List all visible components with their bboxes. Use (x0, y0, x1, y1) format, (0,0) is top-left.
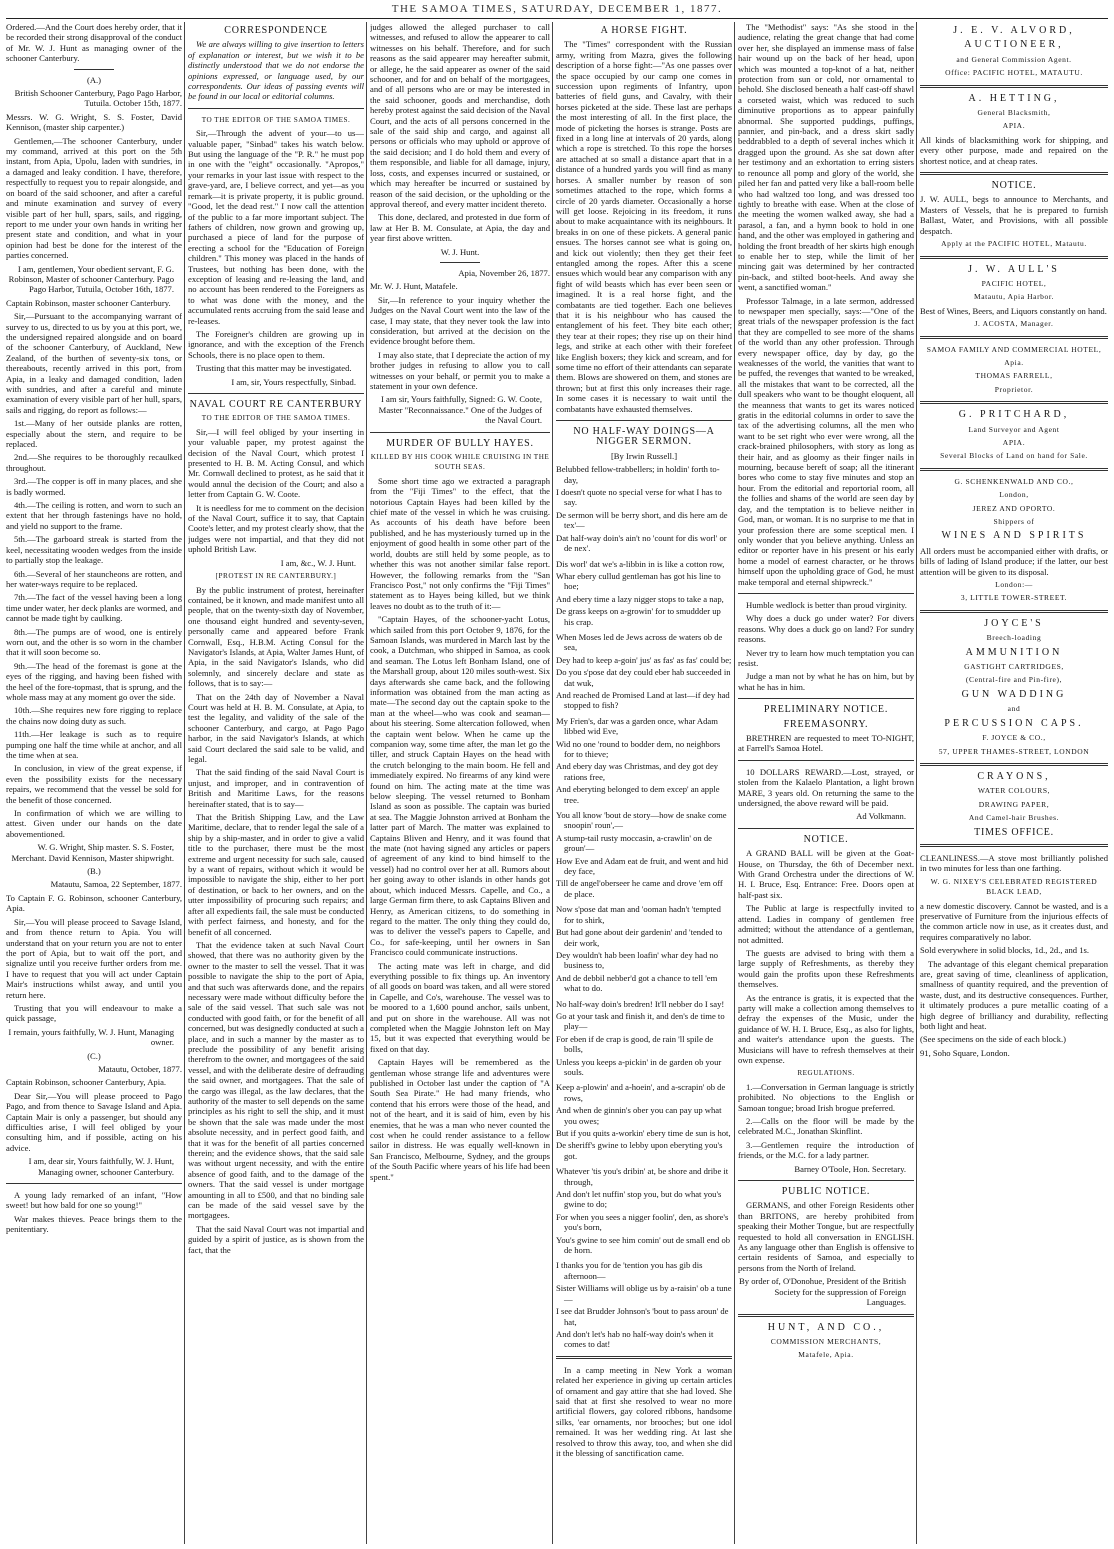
survey-item: 4th.—The ceiling is rotten, and worn to such an extent that her through fastenings have no hold, and yield no support to the frame. (6, 500, 182, 531)
survey-item: 6th.—Several of her stauncheons are rotten, and her water-ways require to be replaced. (6, 568, 182, 589)
poem (556, 464, 732, 1349)
article-paragraph: Captain Hayes will be remembered as the gentleman whose strange life and adventures were published in October last under the caption of "A South Sea Pirate." He had many friends, who contend that his errors were those of the head, and not of the heart, and it is said of him, even by his enemies, that he was a man who never counted the cost when he could render assistance to a fellow sailor in distress. He was equally well-known in San Francisco, Melbourne, Sydney, and the groups of the South Pacific where years of his life had been spent." (370, 1057, 550, 1182)
survey-item: 5th.—The garboard streak is started from the keel, necessitating wooden wedges from the inside to partially stop the leakage. (6, 534, 182, 566)
survey-confirmation: In confirmation of which we are willing to attest. Given under our hands on the date abovementioned. (6, 808, 182, 839)
ball-notice: The guests are advised to bring with them a large supply of Refreshments, as thereby they would gain the profits upon these Refreshments themselves. (738, 947, 914, 990)
poem-line: De grass keeps on a-growin' for to smuddder up his crap. (556, 606, 721, 627)
poem-line: And reached de Promised Land at last—if dey had stopped to fish? (556, 689, 730, 711)
letter-body: I may also state, that I depreciate the action of my brother judges in refusing to allow you to call witnesses on your behalf, or permit you to make a statement in your own defence. (370, 349, 550, 391)
naval-court-order: Ordered.—And the Court does hereby order, that it be recorded their strong disapproval of the conduct of Mr. W. J. Hunt as managing owner of the schooner Canterbury. (6, 22, 182, 64)
poem-line: Now s'pose dat man and 'ooman hadn't 'tempted for to shirk, (556, 904, 721, 925)
public-notice-body: GERMANS, and other Foreign Residents other than BRITONS, are hereby prohibited from speaking their Mother Tongue, but are respectfully requested to hold all conversation in ENGLISH. As any language other than English is offensive to certain residents of Samoa, and especially to persons from the North of Ireland. (738, 1200, 914, 1273)
column-5 (738, 22, 914, 1544)
ad-title: J. W. AULL'S (968, 263, 1060, 275)
ad-line: Matautu, Apia Harbor. (973, 292, 1055, 302)
letter-signature: I am, sir, Yours respectfully, Sinbad. (231, 376, 356, 387)
short-rule (74, 69, 114, 70)
ad-line: Apply at the PACIFIC HOTEL, Matautu. (941, 239, 1087, 249)
poem-line: No half-way doin's bredren! It'll nebber do I say! (556, 998, 725, 1009)
notice-heading: PUBLIC NOTICE. (781, 1186, 871, 1198)
top-rule (6, 18, 1108, 19)
separator (920, 401, 1108, 404)
ball-notice: As the entrance is gratis, it is expected that the party will make a collection among themselves to defray the expenses of the Music, under the guidance of W. H. I. Bruce, Esq., as also for lights, and waiter's attendance upon the guests. The Musicians will have to refresh themselves at their own expense. (738, 992, 914, 1065)
letter-label: (B.) (87, 866, 101, 877)
ad-line: Land Surveyor and Agent (968, 424, 1060, 434)
ad-body: All kinds of blacksmithing work for shipping, and every other purpose, made and repaired on the shortest notice, and at cheap rates. (920, 134, 1108, 166)
ad-title: WINES AND SPIRITS (941, 530, 1087, 542)
poem-line: I doesn't quote no special verse for what I has to say. (556, 487, 722, 508)
to-editor-line: TO THE EDITOR OF THE SAMOA TIMES. (201, 115, 351, 124)
article-paragraph: The acting mate was left in charge, and did everything possible to fix things up. An inventory of all goods on board was taken, and all were stored in Capelle, and Co's, warehouse. The vessel was to be moored to a 1,600 pound anchor, sails unbent, and put on shore in the warehouse. All was not completed when the Maggie Johnston left on May 15, but it was expected that everything would be fixed on that day. (370, 960, 550, 1054)
poem-line: But if you quits a-workin' ebery time de sun is hot, (556, 1128, 731, 1138)
survey-item: 3rd.—The copper is off in many places, and she is badly wormed. (6, 476, 182, 497)
ad-line: APIA. (1002, 437, 1026, 447)
ad-line: (Central-fire and Pin-fire), (965, 675, 1063, 685)
letter-body: Sir,—I will feel obliged by your inserting in your valuable paper, my protest against the decision of the Naval Court, which protest I presented to H. B. M. Acting Consul, and which Mr. Cornwall declined to protest, as he said that it would annul the decision of the Court; and also a letter from Captain G. W. Coote. (188, 426, 364, 500)
masthead: THE SAMOA TIMES, SATURDAY, DECEMBER 1, 1877. (391, 3, 723, 15)
letter-body: Sir,—In reference to your inquiry whether the Judges on the Naval Court went into the law of the case, I may state, that they never took the law into consideration, but arrived at the decision on the evidence brought before them. (370, 294, 550, 347)
column-rule (734, 22, 735, 1544)
protest-paragraph: That on the 24th day of November a Naval Court was held at H. B. M. Consulate, at Apia, to test the legality, and validity of the sale of the schooner Canterbury, and cargo, at Pago Pago harbor, in the said Navigator's Islands, at which said Court declared the said sale to be valid, and legal. (188, 691, 364, 764)
ad-line: And Camel-hair Brushes. (968, 813, 1060, 823)
letter-signature: I am, dear sir, Yours faithfully, W. J. Hunt, Managing owner, schooner Canterbury. (28, 1156, 174, 1177)
notice-body: BRETHREN are requested to meet TO-NIGHT, at Farrell's Samoa Hotel. (738, 733, 914, 754)
column-rule (552, 22, 553, 1544)
letter-label: (A.) (86, 74, 102, 85)
poem-line: When Moses led de Jews across de waters ob de sea, (556, 631, 723, 653)
notice-heading: NOTICE. (991, 180, 1037, 192)
protest-paragraph: By the public instrument of protest, hereinafter contained, be it known, and made manifest unto all people, that on the twenty-sixth day of November, one thousand eight hundred and seventy-seven, personally came and appeared before Frank Cornwall, Esq., H.B.M. Acting Consul for the Navigator's Islands, at Apia, Walter James Hunt, of Apia, in the said Navigator's Islands, who did solemnly, and sincerely declare and state as follows, that is to say:— (188, 584, 364, 689)
regulation: 2.—Calls on the floor will be made by the celebrated M.C., Jonathan Skinflint. (738, 1116, 914, 1137)
reward-notice: 10 DOLLARS REWARD.—Lost, strayed, or stolen from the Kalaelo Plantation, a light brown MARE, 3 years old. On returning the same to the undersigned, the above reward will be paid. (738, 766, 914, 809)
ad-line: F. JOYCE & CO., (982, 733, 1046, 743)
signature: W. J. Hunt. (440, 246, 480, 257)
letter-body: Dear Sir,—You will please proceed to Pago Pago, and from thence to Savage Island and Apia. Captain Mair is only a passenger, but should any difficulties arise, I will feel obliged by your consulting him, and if possible, acting on his advice. (6, 1090, 182, 1153)
separator (920, 85, 1108, 88)
regulation: 3.—Gentlemen require the introduction of friends, or the M.C. for a lady partner. (738, 1139, 914, 1161)
letter-body: Trusting that this matter may be investigated. (196, 363, 352, 374)
protest-paragraph: That the said finding of the said Naval Court is unjust, and improper, and in contravention of British and Maritime Laws, for the reasons hereinafter stated, that is to say— (188, 767, 364, 809)
poem-line: De sheriff's gwine to lebby upon eberyting you's got. (556, 1140, 723, 1161)
separator (738, 828, 914, 829)
to-editor-line: TO THE EDITOR OF THE SAMOA TIMES. (201, 414, 351, 423)
regulation-signature: Barney O'Toole, Hon. Secretary. (794, 1163, 906, 1174)
article-subheading: KILLED BY HIS COOK WHILE CRUISING IN THE SOUTH SEAS. (370, 453, 550, 472)
survey-body: Sir,—Pursuant to the accompanying warrant of survey to us, directed to us by you at this port, we, the undersigned repaired alongside and on board of the schooner Canterbury, of Auckland, New Zealand, of the burthen of seventy-six tons, or thereabouts, recently arrived in this port, from Apia, in a leaky and damaged condition, laden with sundries, and after a careful and minute examination of every visible part of her hull, spars, sails and rigging, do report as follows:— (6, 311, 182, 415)
ad-line: 57, UPPER THAMES-STREET, LONDON (938, 746, 1090, 756)
ad-line: THOMAS FARRELL, (975, 371, 1053, 381)
survey-item: 9th.—The head of the foremast is gone at the eyes of the rigging, and having been fished with the heel of the fore-topmast, that is sprung, and the whole mass may at any moment go over the side. (6, 660, 182, 702)
poem-line: Do you s'pose dat dey could eber hab succeeded in dat wuk, (556, 667, 731, 688)
ball-notice: The Public at large is respectfully invited to attend. Ladies in company of gentlemen free admitted; without the attendance of a gentleman, not admitted. (738, 903, 914, 945)
letter-date: Apia, November 26, 1877. (458, 267, 550, 278)
poem-line: I thanks you for de 'tention you has gib dis afternoon— (556, 1260, 703, 1281)
ad-line: 3, LITTLE TOWER-STREET. (960, 593, 1068, 603)
protest-paragraph: judges allowed the alleged purchaser to call witnesses, and refused to allow the appearer to call witnesses on his behalf. Therefore, and for such reasons as the said appearer may hereafter submit, or allege, he the said appearer as owner of the said schooner, and for and on behalf of the mortgagees, and of all persons who are or may be interested in the said schooner, goods and merchandise, doth hereby protest against the said decision of the Naval Court, and the acts of all persons concerned in the sale of the said ship and cargo, and against all persons or officials who may uphold or approve of the said decision; and I do hold them and every of them responsible, and liable for all damage, injury, loss, costs, and expenses incurred or sustained, or which may hereafter be incurred or sustained by reason of the said decision, or the upholding or the approval thereof, and every matter incident thereto. (370, 22, 550, 209)
ball-notice: A GRAND BALL will be given at the Goat-House, on Thursday, the 6th of December next. With Grand Orchestra under the directions of W. H. I. Bruce, Esq. Entrance: Free. Doors open at half-past six. (738, 848, 914, 900)
short-rule (440, 262, 480, 263)
letter-signature: I am, &c., W. J. Hunt. (280, 557, 356, 568)
byline: [By Irwin Russell.] (610, 450, 678, 461)
poem-line: You's gwine to see him comin' out de small end ob de horn. (556, 1234, 731, 1256)
ad-title: CRAYONS, (977, 770, 1051, 782)
ad-line: Apia. (1004, 357, 1024, 367)
poem-line: But had gone about deir gardenin' and 'tended to deir work, (556, 927, 723, 948)
ad-title: GUN WADDING (961, 688, 1067, 700)
filler-item: Judge a man not by what he has on him, but by what he has in him. (738, 671, 914, 692)
poem-line: And ebery day was Christmas, and dey got dey rations free, (556, 761, 719, 782)
poem-line: A stump-tail rusty moccasin, a-crawlin' on de groun'— (556, 832, 712, 854)
article-heading: NO HALF-WAY DOINGS—A NIGGER SERMON. (573, 426, 715, 448)
article-paragraph: The "Methodist" says: "As she stood in the audience, relating the great change that had come over her, she displayed an immense mass of false hair wound up on the back of her head, upon which was mounted a top-knot of a hat, neither protection from sun or cold, nor ornamental to behold. She disclosed beneath a half cast-off shawl a corseted waist, which was reduced to such diminutive proportions as to appear painfully abnormal. She supported puddings, puffings, pannier, and pin-back, and a dress skirt sadly beddrabbled to a depth of several inches which it dragged upon the ground. As she sat down after her testimony and an exhortation to erring sisters to renounce all pomp and glory of the world, she piled her fan and patted very like a ball-room belle who had waltzed too long, and was dressed too tightly to breathe with ease. When at the close of the meeting the women walked away, she had a parasol, a fan, and a hymn book to hold in one hand, and the other was employed in gathering and holding the front breadth of her skirts high enough to enable her to step, while the limit of her mincing gait was determined by her contracted pin-back, and stilted boot-heels. And away she went, a sanctified woman." (738, 22, 914, 293)
ad-title: JOYCE'S (984, 617, 1044, 629)
letter-recipient: Messrs. W. G. Wright, S. S. Foster, David Kennison, (master ship carpenter.) (6, 111, 182, 133)
poem-line: Whatever 'tis you's dribin' at, be shore and dribe it through, (556, 1166, 729, 1187)
survey-item: 1st.—Many of her outside planks are rotten, especially about the stern, and require to be replaced. (6, 418, 182, 450)
survey-item: 2nd.—She requires to be thoroughly recaulked throughout. (6, 452, 182, 473)
ad-line: Matafele, Apia. (798, 1350, 854, 1360)
notice-heading: NOTICE. (803, 833, 849, 845)
article-heading: A HORSE FIGHT. (600, 25, 688, 36)
poem-line: You all know 'bout de story—how de snake come snoopin' roun',— (556, 810, 727, 831)
article-paragraph: In a camp meeting in New York a woman related her experience in giving up certain articles of ornament and gay attire that she had loved. She said that at first she resolved to wear no more artificial flowers, gay colored ribbons, handsome silks, 'ear ornaments, nor brooches; but one idol remained. It was her wedding ring. At last she resolved to throw this away, too, and when she did it the blessing of sanctification came. (556, 1364, 732, 1458)
letter-date: Matautu, Samoa, 22 September, 1877. (50, 879, 182, 890)
filler-item: Why does a duck go under water? For divers reasons. Why does a duck go on land? For sundry reasons. (738, 613, 914, 645)
article-paragraph: The "Times" correspondent with the Russian army, writing from Mazra, gives the following description of a horse fight:—"As one passes over the space occupied by our camp one comes in succession upon regiments of Infantry, upon batteries of field guns, and Cavalry, with their horses picketed at the side. These last are perhaps the most interesting of all. In the first place, the mode of picketing the horses is strange. Posts are fixed in a long line at intervals of 20 yards, along which a rope is stretched. To this rope the horses are attached at so small a distance apart that in a distance of a hundred yards you will find as many horses. A smaller number by reason of son sometimes attached to the rope, which forms a circle of 20 yards diameter. Occasionally a horse will get loose. Rejoicing in its freedom, it runs about to make acquaintance with its neighbours. It breaks in on one of these pickets. A general panic ensues. The horses cannot see what is going on, and kick out violently; then they get their feet entangled among the ropes. After this a scene ensues which would bear any comparison with any fight of wild beasts which has ever been seen or imagined. It is a real horse fight, and the combatants are tied together. Each one believes that it is his neighbour who has caused the entanglement of his feet. They bite each other; they tear at their ropes; they rise up on their hind legs, and strike at each other with their forefeet like English boxers; they kick and scream, and for some time no effort of their attendants can separate them. Blows are showered on them, and stones are thrown; but at first this only increases their rage. In some cases it is necessary to wait until the combatants have exhausted themselves. (556, 39, 732, 414)
notice-heading: TIMES OFFICE. (974, 826, 1054, 838)
separator (556, 1356, 732, 1359)
ad-line: Proprietor. (994, 384, 1034, 394)
section-heading: CORRESPONDENCE (224, 25, 328, 36)
protest-paragraph: This done, declared, and protested in due form of law at Her B. M. Consulate, at Apia, the day and year first above written. (370, 212, 550, 244)
ad-line: J. ACOSTA, Manager. (974, 319, 1054, 329)
ad-title: AUCTIONEER, (964, 39, 1064, 51)
column-1 (6, 22, 182, 1544)
separator (370, 432, 550, 433)
separator (920, 763, 1108, 766)
article-paragraph: Professor Talmage, in a late sermon, addressed to newspaper men specially, says:—"One of the great trials of the newspaper profession is the fact that they are compelled to see more of the shams of the world than any other profession. Through every newspaper office, day by day, go the weaknesses of the world, the vanities that want to be puffed, the revenges that wanted to be wreaked, all the mistakes that want to be corrected, all the dull speakers who want to be thought eloquent, all the meanness that wants to get its wares noticed gratis in the editorial columns in order to save the tax of the advertising columns, all the men who want to be set right who ever were wrong, all the crack-brained philosophers, with story as long as their hair, and as gloomy as their finger nails in mourning, because bereft of soap; all the itinerant bores who come to stay five minutes and stop an hour. From the editorial and reportorial room, all the follies and shams of the world are seen day by day, and the temptation is to believe neither in God, man, or woman. It is no surprise to me that in your profession there are some sceptical men. I only wonder that you believe anything. Unless an editor or reporter have in his present or his early home a model of earnest character, or he throws himself upon the upholding grace of God, he must make temporal and eternal shipwreck." (738, 295, 914, 587)
poem-line: Whar ebery cullud gentleman has got his line to hoe; (556, 570, 721, 592)
letter-body: Gentlemen,—The schooner Canterbury, under my command, arrived at this port on the 5th instant, from Apia, Upolu, laden with sundries, in a damaged and leaky condition. I have, therefore, respectfully to request you to repair alongside, and on board of the said schooner, and after a careful and minute examination and survey of every visible part of her hull, spars, sails, and rigging, report to me under your own hands in writing her present state and condition, and what in your opinion had best be done for the interest of the parties concerned. (6, 135, 182, 261)
column-6-ads (920, 22, 1108, 1544)
protest-heading: [PROTEST IN RE CANTERBURY.] (215, 572, 337, 581)
survey-recipient: Captain Robinson, master schooner Canterbury. (6, 297, 171, 308)
filler-item: Humble wedlock is better than proud virginity. (746, 599, 907, 610)
column-rule (366, 22, 367, 1544)
poem-line: Dat half-way doin's ain't no 'count for dis worl' or de nex'. (556, 532, 727, 554)
survey-item: 11th.—Her leakage is such as to require pumping one half the time while at anchor, and all the time when at sea. (6, 729, 182, 760)
letter-signature: I am, gentlemen, Your obedient servant, F. G. Robinson, Master of schooner Canterbury. Pago Pago Harbor, Tutuila, October 16th, 1877. (8, 263, 174, 295)
letter-recipient: Captain Robinson, schooner Canterbury, Apia. (6, 1077, 167, 1088)
letter-signature: I am sir, Yours faithfully, Signed: G. W. Coote, Master "Reconnaissance." One of the Judges of the Naval Court. (378, 394, 542, 426)
poem-line: And don't let's hab no half-way doin's when it comes to dat! (556, 1328, 714, 1350)
poem-line: And don't let nuffin' stop you, but do what you's gwine to do; (556, 1189, 722, 1210)
editorial-notice: We are always willing to give insertion to letters of explanation or interest, but we wish it to be distinctly understood that we do not endorse the opinions expressed, or language used, by our correspondents. Our ideas of passing events will be found in our local or editorial columns. (188, 39, 364, 102)
survey-item: 8th.—The pumps are of wood, one is entirely worn out, and the other is so worn in the chamber that it will soon become so. (6, 626, 182, 658)
letter-date: Matautu, October, 1877. (98, 1063, 182, 1074)
separator (920, 468, 1108, 471)
letter-body: It is needless for me to comment on the decision of the Naval Court, suffice it to say, that Captain Coote's letter, and my protest clearly show, that the judges were not impartial, and that they did not uphold British Law. (188, 502, 364, 555)
poem-line: Sister Williams will oblige us by a-raisin' ob a tune— (556, 1283, 732, 1304)
ad-body: a new domestic discovery. Cannot be wasted, and is a preservative of Furniture from the injurious effects of the common article now in use, as it creates dust, and requires comparatively no labor. (920, 900, 1108, 942)
column-4 (556, 22, 732, 1544)
separator (920, 256, 1108, 259)
ad-line: and (1007, 704, 1021, 714)
ad-line: London, (999, 490, 1029, 500)
letter-body: Sir,—You will please proceed to Savage Island, and from thence return to Apia. You will understand that on your return you are not to enter the port of Apia, but to wait off the port, and signalize until you receive further orders from me. I have to request that you will act under Captain Mair's instructions whilst away, and until you return here. (6, 916, 182, 1000)
letter-address: British Schooner Canterbury, Pago Pago Harbor, Tutuila. October 15th, 1877. (14, 88, 182, 109)
ad-line: General Blacksmith, (977, 108, 1051, 118)
poem-line: Dey wouldn't hab been loafin' whar dey had no business to, (556, 949, 719, 971)
ad-title: G. SCHENKENWALD AND CO., (954, 476, 1074, 486)
separator (738, 1314, 914, 1317)
survey-item: 10th.—She requires new fore rigging to replace the chains now doing duty as such. (6, 705, 182, 726)
survey-item: 7th.—The fact of the vessel having been a long time under water, her deck planks are wormed, and cannot be made tight by caulking. (6, 592, 182, 624)
poem-line: Wid no one 'round to bodder dem, no neighbors for to thieve; (556, 738, 721, 759)
ad-title: J. E. V. ALVORD, (953, 25, 1075, 36)
column-2 (188, 22, 364, 1544)
letter-recipient: Mr. W. J. Hunt, Matafele. (370, 281, 458, 292)
ad-line: PACIFIC HOTEL, (981, 278, 1047, 288)
ad-line: APIA. (1002, 121, 1026, 131)
ad-line: Shippers of (993, 517, 1035, 526)
letter-label: (C.) (87, 1050, 101, 1061)
ad-title: SAMOA FAMILY AND COMMERCIAL HOTEL, (926, 344, 1102, 354)
poem-line: De sermon will be berry short, and dis here am de tex'— (556, 509, 728, 531)
ad-line: Office: PACIFIC HOTEL, MATAUTU. (945, 68, 1083, 78)
poem-line: For eben if de crap is good, de rain 'll spile de bolls, (556, 1033, 714, 1055)
poem-line: And ebery time a lazy nigger stops to take a nap, (556, 593, 724, 604)
separator (920, 336, 1108, 339)
regulation: 1.—Conversation in German language is strictly prohibited. No objections to the English or Samoan tongue; broad Irish brogue preferred. (738, 1081, 914, 1113)
ad-body: (See specimens on the side of each block.) (920, 1034, 1067, 1045)
separator (738, 1180, 914, 1181)
poem-line: My Frien's, dar was a garden once, whar Adam libbed wid Eve, (556, 715, 718, 737)
article-paragraph: Some short time ago we extracted a paragraph from the "Fiji Times" to the effect, that the notorious Captain Hayes had been killed by the chief mate of the vessel in which he was cruising. As accounts of his death have before been published, and he has mysteriously turned up in the enjoyment of good health in some other part of the world, doubts are still held by some people, as to whether this was not another similar false report. However, the following remarks from the "San Francisco Post," not only confirms the "Fiji Times" statement as to Hayes being killed, but we think leaves no doubt as to the truth of it:— (370, 475, 550, 611)
poem-line: And de debbil nebber'd got a chance to tell 'em what to do. (556, 972, 718, 994)
ad-line: Breech-loading (986, 633, 1042, 643)
ad-line: and General Commission Agent. (956, 54, 1072, 64)
poem-line: For when you sees a nigger foolin', den, as shore's you's born, (556, 1211, 729, 1233)
poem-line: And eberyting belonged to dem excep' an apple tree. (556, 784, 720, 805)
article-heading: MURDER OF BULLY HAYES. (386, 437, 534, 449)
ad-title: PERCUSSION CAPS. (944, 717, 1084, 729)
protest-paragraph: That the British Shipping Law, and the Law Maritime, declare, that to render legal the sale of a ship by a ship-master, and in order to give a valid title to the purchaser, there must be the most extreme and urgent necessity for such sale, caused by a want of repairs, without which it would be impossible to navigate the ship, either to her port of destination, or back to her owners, and on the utter impossibility of procuring such repairs; and after all expedients fail, the sale must be conducted with perfect fairness, and honesty, and for the benefit of all concerned. (188, 812, 364, 937)
poem-line: Belubbed fellow-trabbellers; in holdin' forth to-day, (556, 464, 720, 485)
survey-conclusion: In conclusion, in view of the great expense, if even the possibility exists for the necessary repairs, we recommend that the vessel be sold for the benefit of those concerned. (6, 763, 182, 805)
column-rule (916, 22, 917, 1544)
filler-item: Never try to learn how much temptation you can resist. (738, 647, 914, 668)
poem-line: And when de ginnin's ober you can pay up what you owes; (556, 1105, 722, 1126)
ad-body: Best of Wines, Beers, and Liquors constantly on hand. (920, 305, 1107, 316)
section-heading: NAVAL COURT RE CANTERBURY (189, 399, 363, 410)
joke: War makes thieves. Peace brings them to the penitentiary. (6, 1213, 182, 1235)
ad-title: HUNT, AND CO., (767, 1321, 885, 1333)
ad-body: CLEANLINESS.—A stove most brilliantly polished in two minutes for less than one farthing. (920, 852, 1108, 874)
column-rule (184, 22, 185, 1544)
separator (556, 420, 732, 421)
ad-body: The advantage of this elegant chemical preparation are, great saving of time, cleanliness of application, smallness of quantity required, and the prevention of waste, dust, and its destructive consequences. Further, it ultimately produces a pure metallic coating of a high degree of brilliancy and durability, reflecting both light and heat. (920, 958, 1108, 1032)
ad-line: GASTIGHT CARTRIDGES, (964, 662, 1064, 672)
letter-body: The Foreigner's children are growing up in ignorance, and with the exception of the French Schools, there is no place open to them. (188, 328, 364, 360)
poem-line: Go at your task and finish it, and den's de time to play— (556, 1010, 725, 1032)
ad-line: WATER COLOURS, (977, 786, 1051, 796)
poem-line: I see dat Brudder Johnson's 'bout to pass aroun' de hat, (556, 1306, 729, 1327)
survey-signers: W. G. Wright, Ship master. S. S. Foster, Merchant. David Kennison, Master shipwright. (11, 842, 174, 863)
letter-recipient: To Captain F. G. Robinson, schooner Canterbury, Apia. (6, 892, 182, 914)
regulations-heading: REGULATIONS. (797, 1069, 855, 1078)
ad-body: Sold everywhere in solid blocks, 1d., 2d., and 1s. (920, 945, 1089, 956)
letter-signature: I remain, yours faithfully, W. J. Hunt, Managing owner. (8, 1026, 174, 1048)
poem-line: Unless you keeps a-pickin' in de garden ob your souls. (556, 1056, 722, 1077)
ad-title: A. HETTING, (968, 92, 1060, 104)
poem-line: Till de angel'oberseer he came and drove 'em off de place. (556, 878, 723, 899)
ad-title: AMMUNITION (965, 646, 1063, 658)
article-paragraph: "Captain Hayes, of the schooner-yacht Lotus, which sailed from this port October 9, 1876, for the Samoan Islands, was murdered in March last by the cook, a Dutchman, who shipped in Samoa, as cook and seaman. The Lotus left Bonham Island, one of the Marshall group, about 120 miles south-west. Six days afterwards she came back, and the following information was obtained from the man acting as mate—The second day out the captain spoke to the man at the wheel—who was cook and seaman—about his steering. Some altercation followed, when the captain went below. When he came up the companion way, some time after, the man let go the tiller, and struck Captain Hayes on the head with the crutch belonging to the main boom. He fell and immediately expired. No firearms of any kind were found on him. The acting mate at the time was below sleeping. The vessel returned to Bonham Island as soon as possible. The captain was buried at sea. The Maggie Johnston arrived at Bonham the latter part of March. The matter was explained to Captains Bliven and Henry, and it was found that the mate (not having signed any articles or papers of agreement of any kind to bind himself to the vessel) had no control over her at all. Rumors about her going away to other islands in other hands got about, which induced Messrs. Capelle, and Co., a large German firm there, to ask Captains Bliven and Henry, as American citizens, to do something in regard to the matter. The only thing they could do, was to deliver the vessel's papers to Capelle, and Co., for safe-keeping, until her owners in San Francisco could communicate instructions. (370, 614, 550, 958)
ad-body: All orders must be accompanied either with drafts, or bills of lading of Island produce; if the latter, our best attention will be given to its disposal. (920, 545, 1108, 577)
notice-heading: PRELIMINARY NOTICE. (763, 704, 889, 716)
separator (920, 610, 1108, 613)
separator (738, 698, 914, 699)
separator (188, 108, 364, 109)
reward-signature: Ad Volkmann. (856, 811, 906, 822)
ad-title: W. G. NIXEY'S CELEBRATED REGISTERED BLACK LEAD, (930, 876, 1098, 897)
column-3 (370, 22, 550, 1544)
separator (920, 844, 1108, 847)
separator (738, 760, 914, 761)
protest-paragraph: That the said Naval Court was not impartial and guided by a spirit of justice, as is shown from the fact, that the (188, 1223, 364, 1255)
ad-title: G. PRITCHARD, (958, 409, 1070, 421)
letter-body: Sir,—Through the advent of your—to us—valuable paper, "Sinbad" takes his watch below. But using the language of the "P. R." he must pop in one with the "eight" occasionally. "Apropos," your remarks in your last issue with respect to the grave-yard, are, I believe correct, and yet—as you remark—it is private property, it is public ground. "Good, let the dead rest." I now call the attention of the public to a far more important subject. The fathers of children, now grown and growing up, purchased a piece of land for the purpose of erecting a school for the "Education of Foreign children." This money was placed in the hands of Trustees, but nothing has been done, with the exception of leasing and re-leasing the land, and no account has been rendered to the Foreigners as to what was done with the money, and the accumulated rents accruing from the said lease and re-leases. (188, 128, 364, 326)
ad-line: Several Blocks of Land on hand for Sale. (940, 451, 1088, 461)
protest-paragraph: That the evidence taken at such Naval Court showed, that there was no authority given by the owner to the master to sell the vessel. That it was possible to navigate the ship to the port of Apia, and that such was afterwards done, and the repairs necessary were made without difficulty before the sale of the said vessel. That such sale was not conducted with good faith, or for the benefit of all concerned, but was designedly conducted at such a place, and in such a manner by the master as to preclude the possibility of any benefit arising therefrom to the owner, and mortgagees of the said vessel, and with the deliberate desire of defrauding the said owner, and mortgagees. That the sale of the cargo was illegal, as the law declares, that the authority of the master to sell depends on the same principles as his right to sell the ship, and it must be shown that the sale was made under the most absolute necessity, and in perfect good faith, and that it was for the benefit of all parties concerned therein; and the evidence shows, that the said sale was without urgent necessity, and with the entire absence of good faith, and to the damage of the owners. That the said vessel is under mortgage amounting in all to £500, and that no binding sale can be made of the said vessel save by the mortgagees. (188, 939, 364, 1221)
poem-line: Keep a-plowin' and a-hoein', and a-scrapin' ob de rows, (556, 1082, 726, 1103)
ad-line: DRAWING PAPER, (978, 799, 1050, 809)
ad-body: 91, Soho Square, London. (920, 1047, 1010, 1058)
ad-line: JEREZ AND OPORTO. (972, 503, 1056, 513)
separator (920, 172, 1108, 175)
public-notice-signature: By order of, O'Donohue, President of the British Society for the suppression of Foreign Languages. (739, 1276, 906, 1308)
poem-line: Dey had to keep a-goin' jus' as fas' as fas' could be; (556, 654, 732, 665)
joke: A young lady remarked of an infant, "How sweet! but how bald for one so young!" (6, 1190, 182, 1211)
separator (738, 593, 914, 594)
poem-line: Dis worl' dat we's a-libbin in is like a cotton row, (556, 558, 725, 569)
ad-line: London:— (995, 580, 1033, 590)
letter-closing: Trusting that you will endeavour to make a quick passage, (6, 1002, 182, 1024)
ad-line: COMMISSION MERCHANTS, (770, 1336, 882, 1346)
notice-subheading: FREEMASONRY. (783, 718, 869, 730)
separator (188, 393, 364, 394)
separator (6, 1183, 182, 1184)
ad-body: J. W. AULL, begs to announce to Merchants, and Masters of Vessels, that he is prepared to furnish Ballast, Water, and Provisions, with all possible despatch. (920, 194, 1108, 236)
poem-line: How Eve and Adam eat de fruit, and went and hid dey face, (556, 855, 729, 877)
